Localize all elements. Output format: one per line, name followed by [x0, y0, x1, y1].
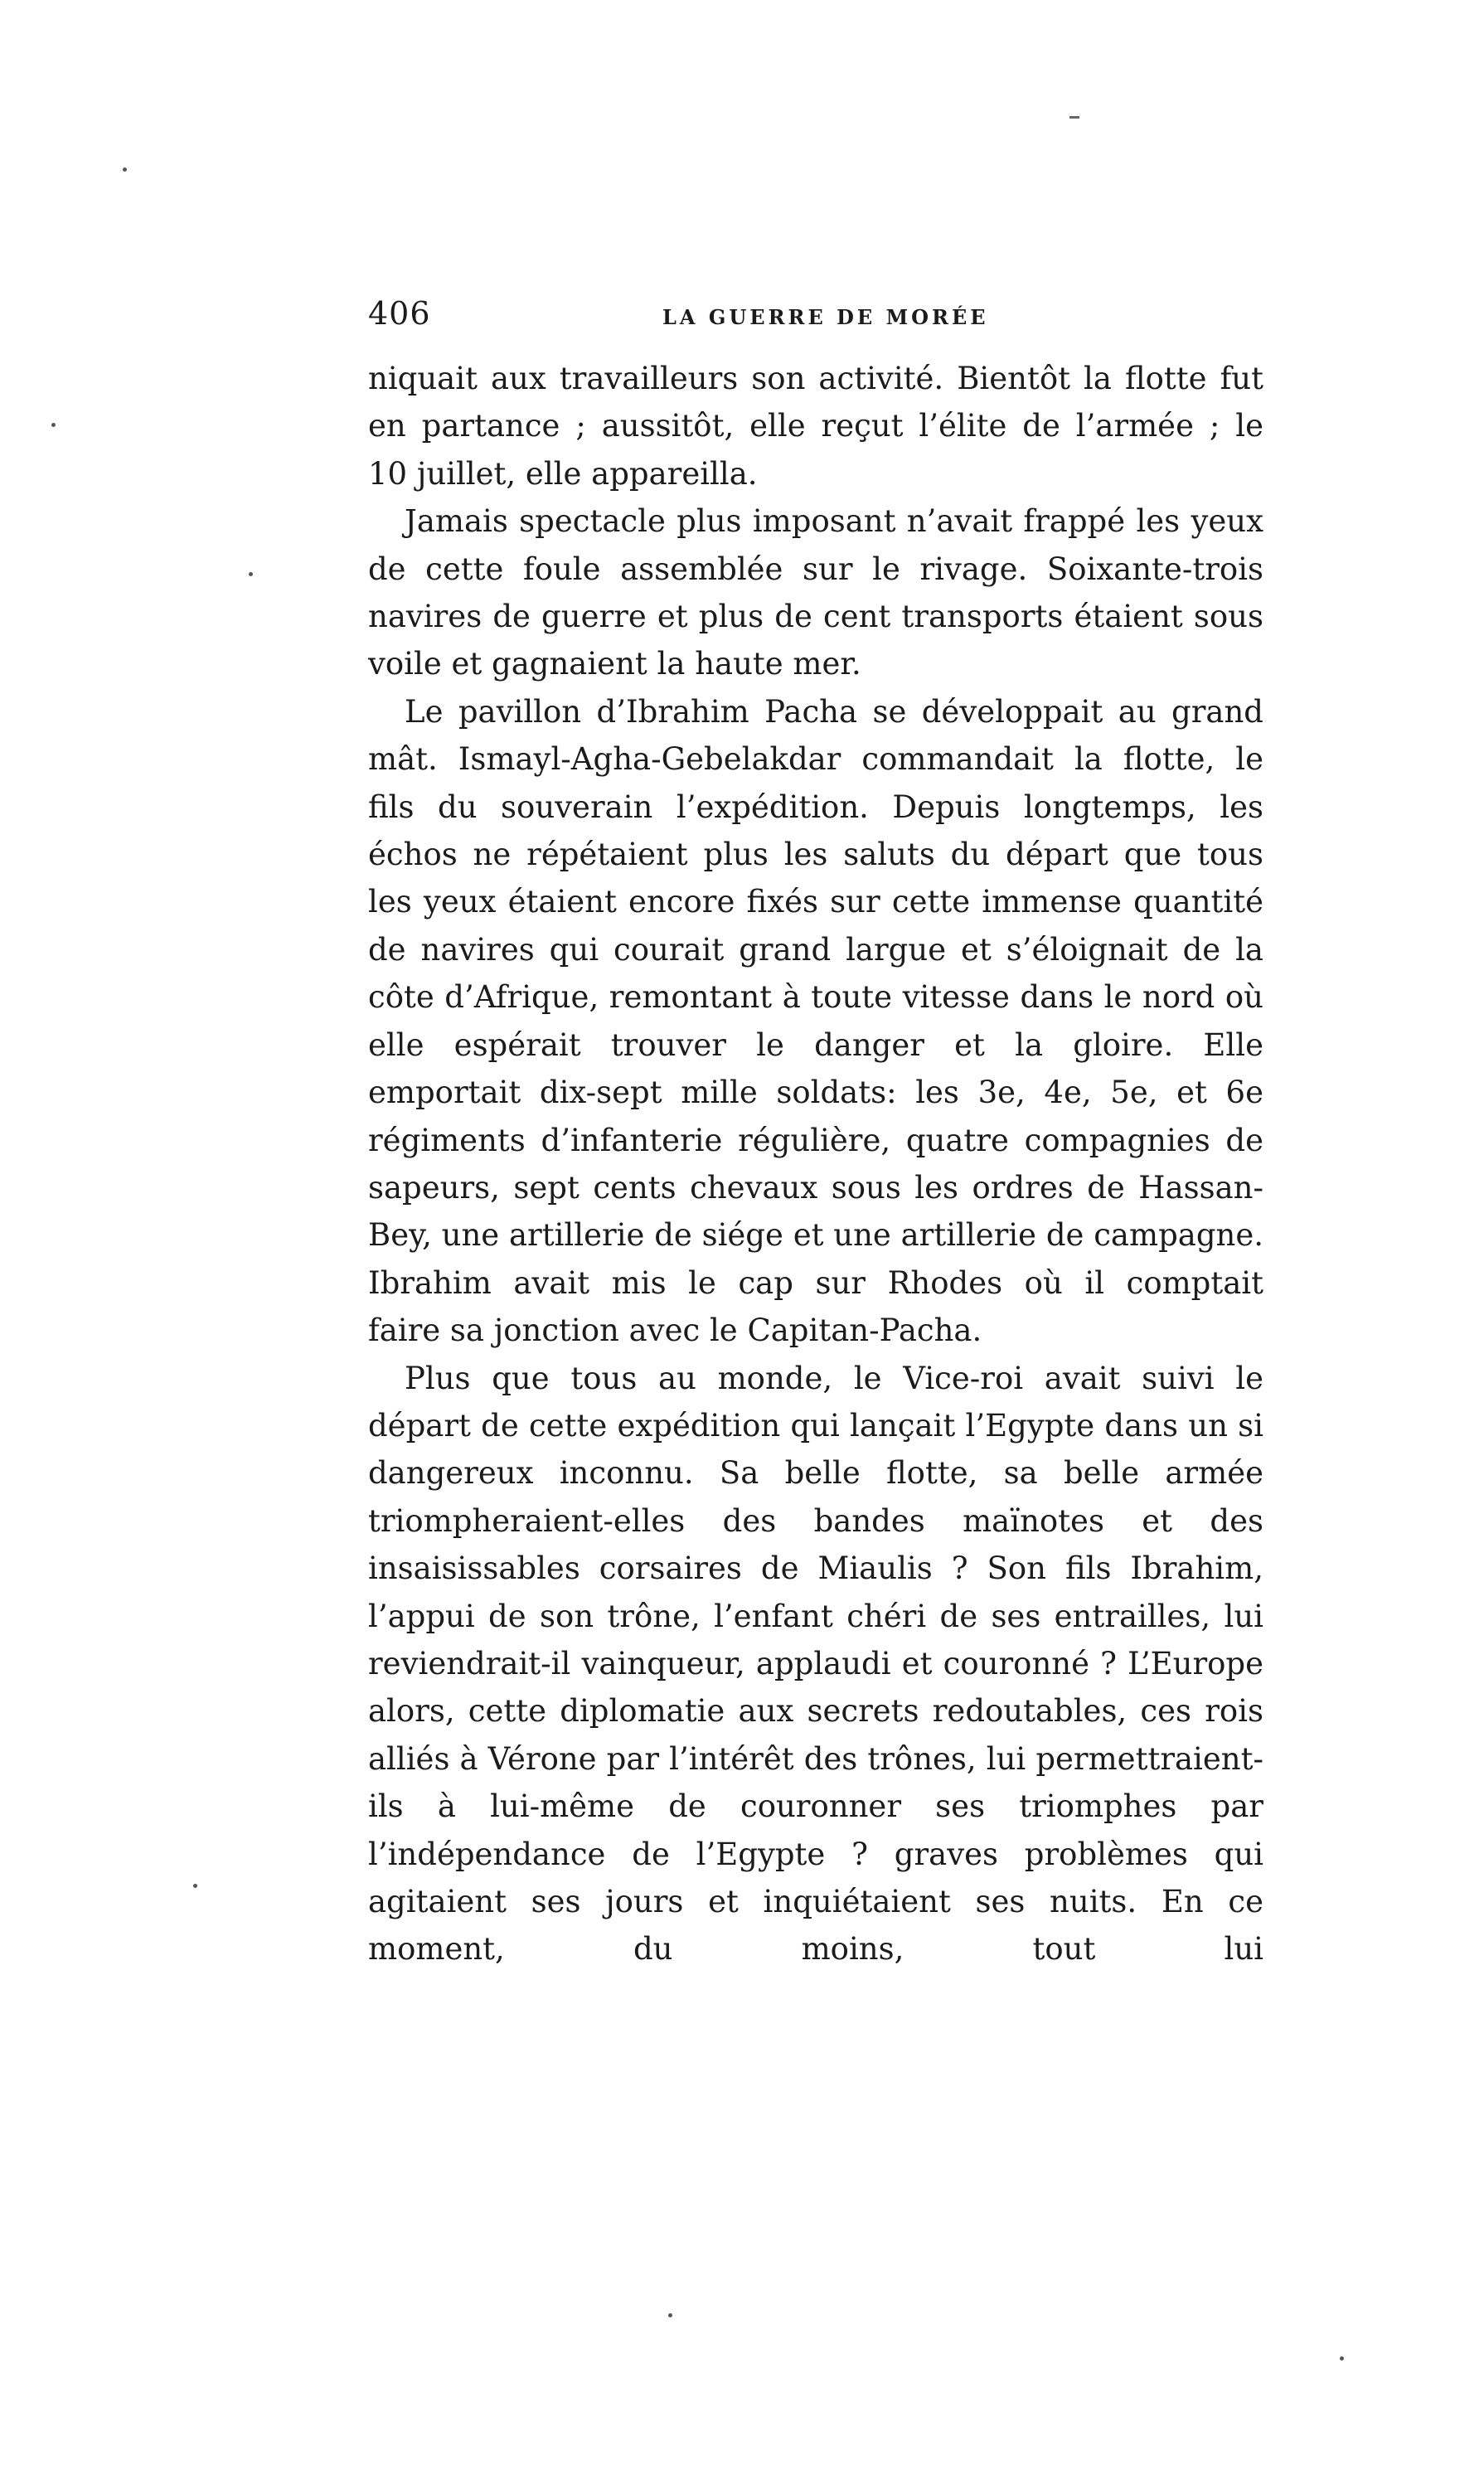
scan-speck: [51, 423, 56, 427]
scan-speck: [668, 2313, 672, 2317]
paragraph-3-last-line: faire sa jonction avec le Capitan-Pacha.: [368, 1313, 982, 1349]
scan-speck: [1340, 2356, 1344, 2361]
paragraph-1-last-line: 10 juillet, elle appareilla.: [368, 455, 758, 492]
scan-speck: [193, 1884, 197, 1888]
body-text: [368, 355, 1263, 1973]
scan-speck: [1069, 116, 1079, 119]
running-title: LA GUERRE DE MORÉE: [662, 305, 989, 329]
paragraph-1-justified: niquait aux travailleurs son activité. Bientôt la flotte fut en partance ; aussitôt, elle reçut l’élite de l’armée ; le: [368, 361, 1263, 444]
paragraph-2-justified: Jamais spectacle plus imposant n’avait frappé les yeux de cette foule assemblée sur le rivage. Soixante-trois navires de guerre et plus de cent transports étaient sous: [368, 503, 1263, 635]
page-header: [368, 295, 1263, 345]
page-number: 406: [368, 295, 431, 332]
scan-speck: [249, 572, 253, 576]
paragraph-3-justified: Le pavillon d’Ibrahim Pacha se développait au grand mât. Ismayl-Agha-Gebelakdar commandait la flotte, le fils du souverain l’expédition. Depuis longtemps, les échos ne répétaient plus les saluts du départ que tous les yeux étaient encore fixés sur cette immense quantité de navires qui courait grand largue et s’éloignait de la côte d’Afrique, remontant à toute vitesse dans le nord où elle espérait trouver le danger et la gloire. Elle emportait dix-sept mille soldats: les 3e, 4e, 5e, et 6e régiments d’infanterie régulière, quatre compagnies de sapeurs, sept cents chevaux sous les ordres de Hassan-Bey, une artillerie de siége et une artillerie de campagne. Ibrahim avait mis le cap sur Rhodes où il comptait: [368, 693, 1263, 1301]
paragraph-4-justified: Plus que tous au monde, le Vice-roi avait suivi le départ de cette expédition qui lançait l’Egypte dans un si dangereux inconnu. Sa belle flotte, sa belle armée triompheraient-elles des bandes maïnotes et des insaisissables corsaires de Miaulis ? Son fils Ibrahim, l’appui de son trône, l’enfant chéri de ses entrailles, lui reviendrait-il vainqueur, applaudi et couronné ? L’Europe alors, cette diplomatie aux secrets redoutables, ces rois alliés à Vérone par l’intérêt des trônes, lui permettraient-ils à lui-même de couronner ses triomphes par l’indépendance de l’Egypte ? graves problèmes qui agitaient ses jours et inquiétaient ses nuits. En ce moment, du moins, tout lui: [368, 1360, 1263, 1968]
scan-speck: [123, 167, 127, 172]
paragraph-2-last-line: voile et gagnaient la haute mer.: [368, 646, 861, 682]
